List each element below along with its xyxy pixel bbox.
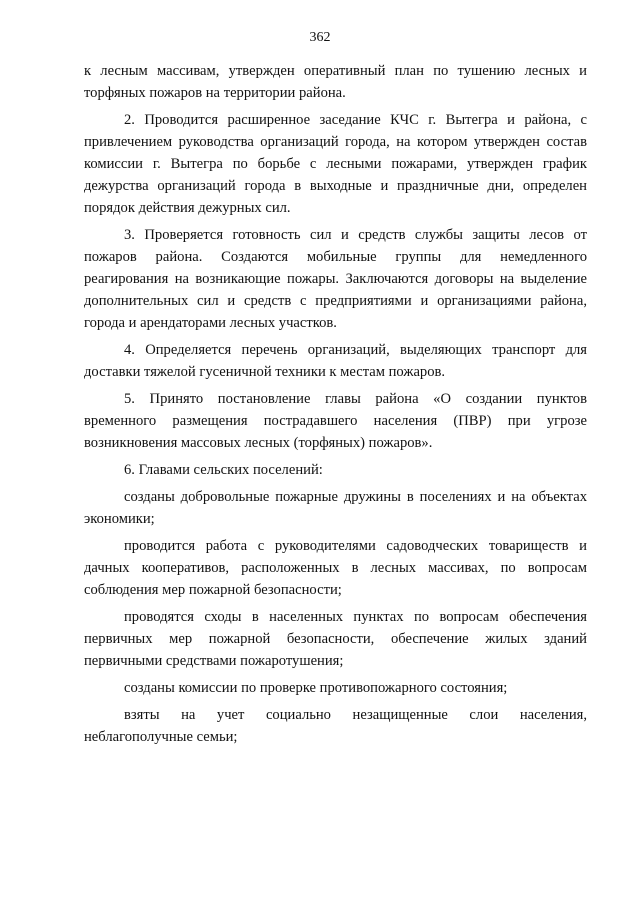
- text-line: временного размещения пострадавшего населения (ПВР) при угрозе: [84, 413, 587, 429]
- page-number: 362: [309, 30, 331, 45]
- text-line: первичными средствами пожаротушения;: [84, 653, 344, 669]
- text-line: 2. Проводится расширенное заседание КЧС г. Вытегра и района, с: [124, 112, 587, 128]
- text-line: города и арендаторами лесных участков.: [84, 315, 337, 331]
- text-line: 4. Определяется перечень организаций, выделяющих транспорт для: [124, 342, 587, 358]
- text-line: привлечением руководства организаций города, на котором утвержден состав: [84, 134, 587, 150]
- text-line: пожаров района. Создаются мобильные группы для немедленного: [84, 249, 587, 265]
- text-line: 3. Проверяется готовность сил и средств службы защиты лесов от: [124, 227, 587, 243]
- text-line: соблюдения мер пожарной безопасности;: [84, 582, 342, 598]
- text-line: проводятся сходы в населенных пунктах по вопросам обеспечения: [124, 609, 587, 625]
- text-line: порядок действия дежурных сил.: [84, 200, 291, 216]
- text-line: возникновения массовых лесных (торфяных) пожаров».: [84, 435, 433, 451]
- text-line: реагирования на возникающие пожары. Заключаются договоры на выделение: [84, 271, 587, 287]
- text-line: к лесным массивам, утвержден оперативный план по тушению лесных и: [84, 63, 587, 79]
- text-line: доставки тяжелой гусеничной техники к местам пожаров.: [84, 364, 446, 380]
- text-line: первичных мер пожарной безопасности, обеспечение жилых зданий: [84, 631, 587, 647]
- text-line: взяты на учет социально незащищенные слои населения,: [124, 707, 587, 723]
- text-line: проводится работа с руководителями садоводческих товариществ и: [124, 538, 587, 554]
- text-line: дежурства организаций города в выходные и праздничные дни, определен: [84, 178, 587, 194]
- text-line: дачных кооперативов, расположенных в лесных массивах, по вопросам: [84, 560, 587, 576]
- text-line: 6. Главами сельских поселений:: [124, 462, 323, 478]
- text-line: 5. Принято постановление главы района «О создании пунктов: [124, 391, 587, 407]
- text-line: созданы добровольные пожарные дружины в поселениях и на объектах: [124, 489, 587, 505]
- text-line: созданы комиссии по проверке противопожарного состояния;: [124, 680, 508, 696]
- text-line: экономики;: [84, 511, 155, 527]
- text-line: торфяных пожаров на территории района.: [84, 85, 346, 101]
- text-line: неблагополучные семьи;: [84, 729, 238, 745]
- text-line: дополнительных сил и средств с предприятиями и организациями района,: [84, 293, 587, 309]
- text-line: комиссии г. Вытегра по борьбе с лесными пожарами, утвержден график: [84, 156, 587, 172]
- body-text: [84, 60, 587, 748]
